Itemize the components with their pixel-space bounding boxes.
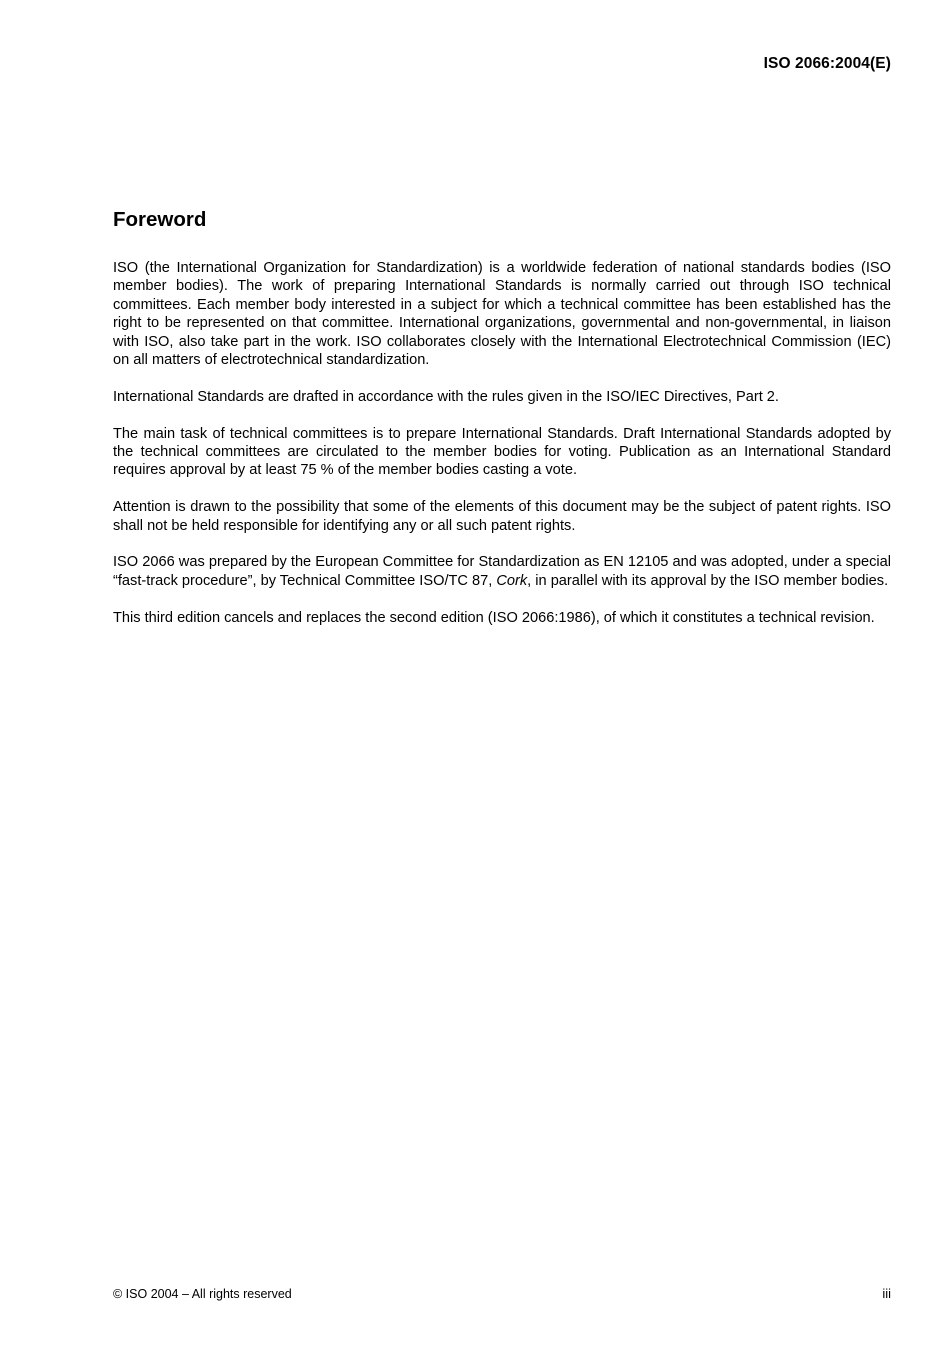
- paragraph-directives: International Standards are drafted in accordance with the rules given in the ISO/IEC Directives, Part 2.: [113, 388, 779, 405]
- committee-name: Cork: [496, 572, 528, 589]
- section-title: Foreword: [113, 208, 207, 231]
- footer-copyright: © ISO 2004 – All rights reserved: [113, 1287, 292, 1301]
- paragraph-edition: This third edition cancels and replaces the second edition (ISO 2066:1986), of which it constitutes a technical revision.: [113, 609, 875, 626]
- preparation-text-after: , in parallel with its approval by the ISO member bodies.: [527, 572, 889, 589]
- paragraph-iso-federation: ISO (the International Organization for Standardization) is a worldwide federation of national standards bodies (ISO member bodies). The work of preparing International Standards is normally carried out through ISO technical committees. Each member body interested in a subject for which a technical committee has been established has the right to be represented on that committee. International organizations, governmental and non-governmental, in liaison with ISO, also take part in the work. ISO collaborates closely with the International Electrotechnical Commission (IEC) on all matters of electrotechnical standardization.: [113, 260, 891, 369]
- preparation-text-before: ISO 2066 was prepared by the European Committee for Standardization as EN 12105 and was adopted, under a special “fast-track procedure”, by Technical Committee ISO/TC 87,: [113, 554, 891, 589]
- paragraph-patent-rights: Attention is drawn to the possibility that some of the elements of this document may be the subject of patent rights. ISO shall not be held responsible for identifying any or all such patent rights.: [113, 499, 891, 534]
- document-identifier: ISO 2066:2004(E): [763, 55, 891, 72]
- paragraph-preparation: [113, 553, 891, 590]
- paragraph-main-task: The main task of technical committees is to prepare International Standards. Draft International Standards adopted by the technical committees are circulated to the member bodies for voting. Publication as an International Standard requires approval by at least 75 % of the member bodies casting a vote.: [113, 425, 891, 479]
- page-number: iii: [882, 1286, 891, 1301]
- foreword-body: [113, 259, 891, 645]
